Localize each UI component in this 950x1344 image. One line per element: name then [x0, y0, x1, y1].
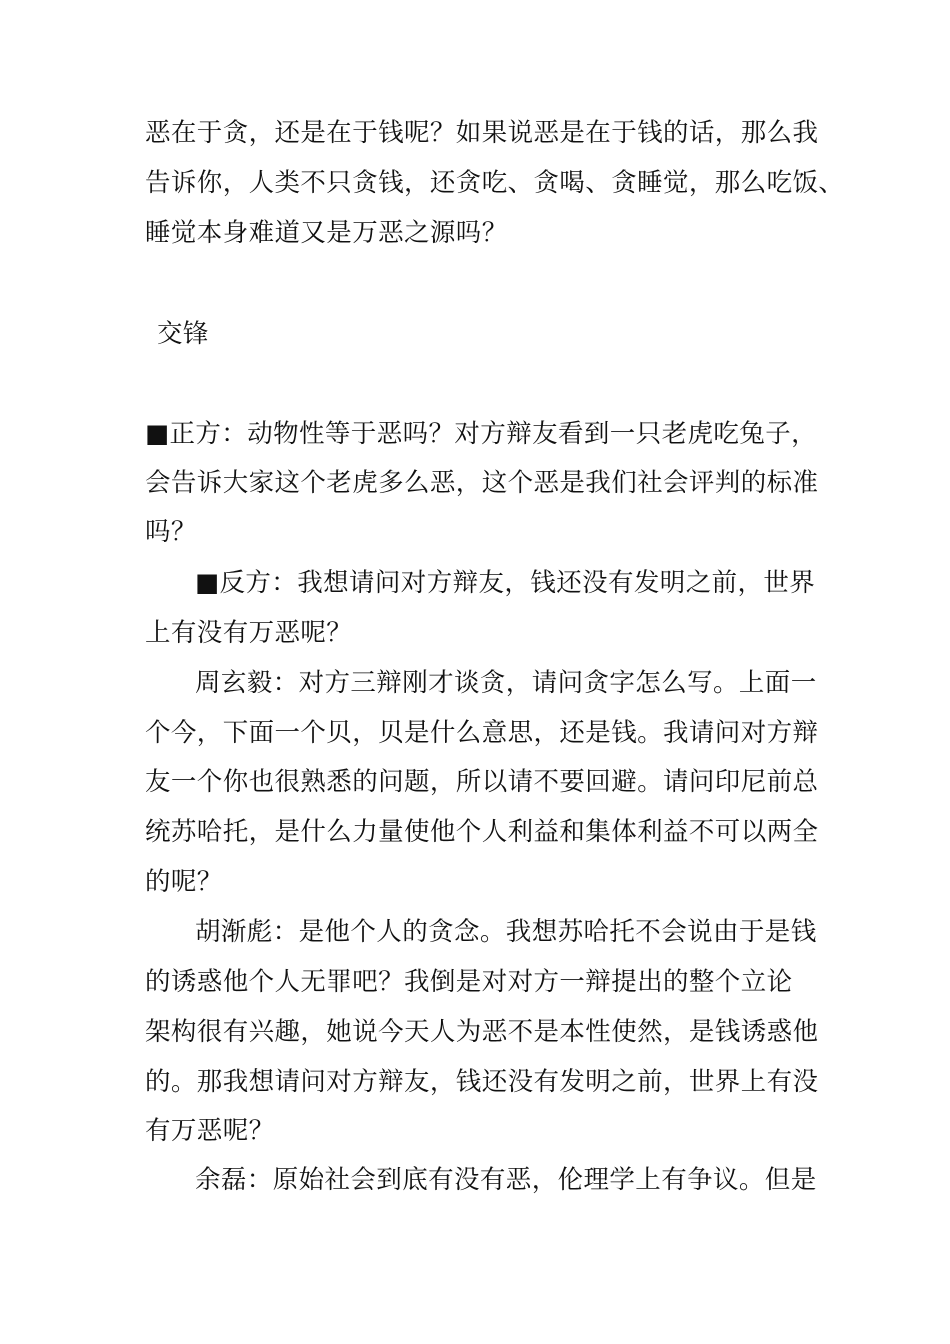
exchange-3-line-3: 友一个你也很熟悉的问题，所以请不要回避。请问印尼前总	[145, 767, 819, 797]
exchange-5-line-1: 余磊：原始社会到底有没有恶，伦理学上有争议。但是	[195, 1165, 817, 1195]
exchange-4-line-1: 胡渐彪：是他个人的贪念。我想苏哈托不会说由于是钱	[195, 917, 817, 947]
exchange-1-line-3: 吗？	[145, 517, 197, 547]
section-heading: 交锋	[157, 319, 209, 349]
exchange-2-line-2: 上有没有万恶呢？	[145, 618, 353, 648]
exchange-4-line-4: 的。那我想请问对方辩友，钱还没有发明之前，世界上有没	[145, 1067, 819, 1097]
intro-line-2: 告诉你，人类不只贪钱，还贪吃、贪喝、贪睡觉，那么吃饭、	[145, 168, 845, 198]
exchange-1-line-1: ■正方：动物性等于恶吗？对方辩友看到一只老虎吃兔子，	[145, 419, 817, 449]
exchange-1-line-2: 会告诉大家这个老虎多么恶，这个恶是我们社会评判的标准	[145, 468, 819, 498]
intro-line-3: 睡觉本身难道又是万恶之源吗？	[145, 218, 508, 248]
intro-line-1: 恶在于贪，还是在于钱呢？如果说恶是在于钱的话，那么我	[145, 118, 819, 148]
exchange-3-line-1: 周玄毅：对方三辩刚才谈贪，请问贪字怎么写。上面一	[195, 668, 817, 698]
exchange-4-line-3: 架构很有兴趣，她说今天人为恶不是本性使然，是钱诱惑他	[145, 1017, 819, 1047]
exchange-3-line-5: 的呢？	[145, 867, 223, 897]
exchange-4-line-5: 有万恶呢？	[145, 1116, 275, 1146]
exchange-2-line-1: ■反方：我想请问对方辩友，钱还没有发明之前，世界	[195, 568, 816, 598]
exchange-3-line-2: 个今，下面一个贝，贝是什么意思，还是钱。我请问对方辩	[145, 718, 819, 748]
exchange-3-line-4: 统苏哈托，是什么力量使他个人利益和集体利益不可以两全	[145, 817, 819, 847]
exchange-4-line-2: 的诱惑他个人无罪吧？我倒是对对方一辩提出的整个立论	[145, 967, 793, 997]
